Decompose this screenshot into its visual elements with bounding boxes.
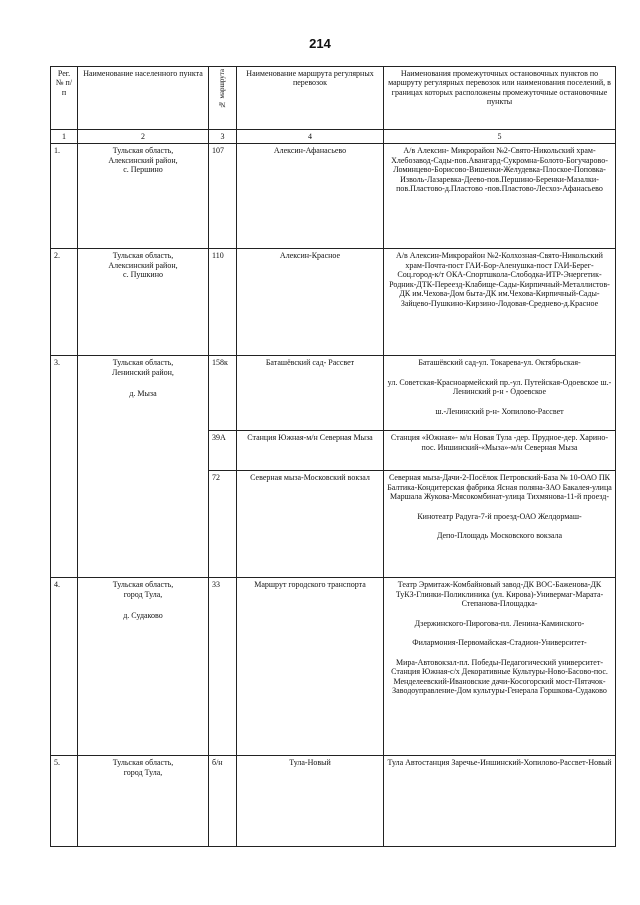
stops-line: Мира-Автовокзал-пл. Победы-Педагогический университет-Станция Южная-с/х Декоративные Культуры-Ново-Басово-пос. Менделеевский-Ивановские дачи-Косогорский мост-Пятачок-Заводоуправление-Дом культуры-Генерала Горшкова-Судаково [391,657,608,695]
stops-line: Северная мыза-Дачи-2-Посёлок Петровский-База № 10-ОАО ПК Балтика-Кондитерская фабрика Ясная поляна-ЗАО Бакалея-улица Маршала Жукова-Мясокомбинат-улица Тихмянова-11-й проезд- [387,473,612,502]
column-number: 2 [78,130,209,144]
route-stops: А/в Алексин-Микрорайон №2-Колхозная-Свято-Никольский храм-Почта-пост ГАИ-Бор-Аленушка-пост ГАИ-Берег-Соц.город-к/т ОКА-Спортшкола-Слободка-ИТР-Энергетик-Родник-ДТК-Переезд-Клабище-Сады-Кирпичный-Металлистов-ДК им.Чехова-Дом быта-ДК им.Чехова-Кирпичный-Сады-Зайцево-Пушкино-Кирзино-Лодовая-Среднево-д.Красное [384,249,616,356]
stops-line: ул. Советская-Красноармейский пр.-ул. Путейская-Одоевское ш.-Ленинский р-н - Одоевское [387,377,612,397]
settlement [78,356,209,578]
route-stops: А/в Алексин- Микрорайон №2-Свято-Никольский храм-Хлебозавод-Сады-пов.Авангард-Сукромна-Болото-Богучарово-Ломинцево-Борисово-Вишенки-Желудевка-Плоское-Поповка-Изволь-Лазаревка-Деево-пов.Першино-Беренки-Мазалки-пов.Пластово-д.Пластово -пов.Пластово-Лесхоз-Афанасьево [384,144,616,249]
column-number: 3 [209,130,237,144]
routes-table [50,66,616,847]
route-number: б/н [209,756,237,847]
header-row [51,67,616,130]
reg-number: 5. [51,756,78,847]
settlement-line: д. Судаково [123,611,163,621]
settlement-line: Ленинский район, [112,367,174,377]
table-row [51,756,616,847]
column-number: 4 [237,130,384,144]
route-stops [384,471,616,578]
route-name: Баташёвский сад- Рассвет [237,356,384,431]
reg-number: 1. [51,144,78,249]
settlement-line: город Тула, [123,589,163,599]
header-intermediate-stops: Наименования промежуточных остановочных пунктов по маршруту регулярных перевозок или наименования поселений, в границах которых расположены промежуточные остановочные пункты [384,67,616,130]
reg-number: 4. [51,578,78,756]
settlement [78,144,209,249]
settlement-line: Алексинский район, [108,260,178,270]
route-stops [384,578,616,756]
table-row [51,356,616,431]
settlement-line: Тульская область, [112,358,174,368]
route-number: 72 [209,471,237,578]
settlement-line: с. Пушкино [123,270,163,280]
route-name: Станция Южная-м/н Северная Мыза [237,431,384,471]
header-route-name: Наименование маршрута регулярных перевозок [237,67,384,130]
route-number: 39А [209,431,237,471]
stops-line: ш.-Ленинский р-н- Хопилово-Рассвет [435,406,564,416]
column-number: 5 [384,130,616,144]
route-number: 110 [209,249,237,356]
settlement-line: Тульская область, [112,251,174,261]
page-number: 214 [309,36,331,51]
settlement-line: Алексинский район, [108,155,178,165]
stops-line: Филармония-Первомайская-Стадион-Университет- [412,638,587,648]
route-stops: Станция «Южная»- м/н Новая Тула -дер. Прудное-дер. Харино-пос. Иншинский-«Мыза»-м/н Северная Мыза [384,431,616,471]
route-stops: Тула Автостанция Заречье-Иншинский-Хопилово-Рассвет-Новый [384,756,616,847]
route-name: Алексин-Красное [237,249,384,356]
stops-line: Кинотеатр Радуга-7-й проезд-ОАО Желдормаш- [417,511,582,521]
settlement [78,249,209,356]
route-name: Алексин-Афанасьево [237,144,384,249]
route-number: 33 [209,578,237,756]
settlement-line: Тульская область, [112,580,174,590]
header-settlement: Наименование населенного пункта [78,67,209,130]
settlement [78,578,209,756]
route-stops [384,356,616,431]
route-name: Тула-Новый [237,756,384,847]
column-number: 1 [51,130,78,144]
header-reg-number: Рег. № п/п [51,67,78,130]
table-row [51,249,616,356]
settlement-line: город Тула, [123,767,163,777]
table-row [51,578,616,756]
route-number: 107 [209,144,237,249]
reg-number: 3. [51,356,78,578]
header-route-number: № маршрута [218,69,227,109]
stops-line: Депо-Площадь Московского вокзала [436,531,563,541]
stops-line: Баташёвский сад-ул. Токарева-ул. Октябрьская- [418,358,581,368]
header-route-number-cell [209,67,237,130]
settlement-line: с. Першино [123,165,163,175]
column-number-row [51,130,616,144]
stops-line: Театр Эрмитаж-Комбайновый завод-ДК ВОС-Баженова-ДК ТуКЗ-Глинки-Поликлиника (ул. Кирова)-Универмаг-Марата-Степанова-Площадка- [395,580,604,609]
settlement-line: Тульская область, [112,146,174,156]
reg-number: 2. [51,249,78,356]
route-number: 158к [209,356,237,431]
settlement-line: Тульская область, [112,758,174,768]
route-name: Маршрут городского транспорта [237,578,384,756]
stops-line: Дзержинского-Пирогова-пл. Ленина-Каминского- [414,618,585,628]
table-row [51,144,616,249]
route-name: Северная мыза-Московский вокзал [237,471,384,578]
settlement-line: д. Мыза [129,389,157,399]
settlement [78,756,209,847]
